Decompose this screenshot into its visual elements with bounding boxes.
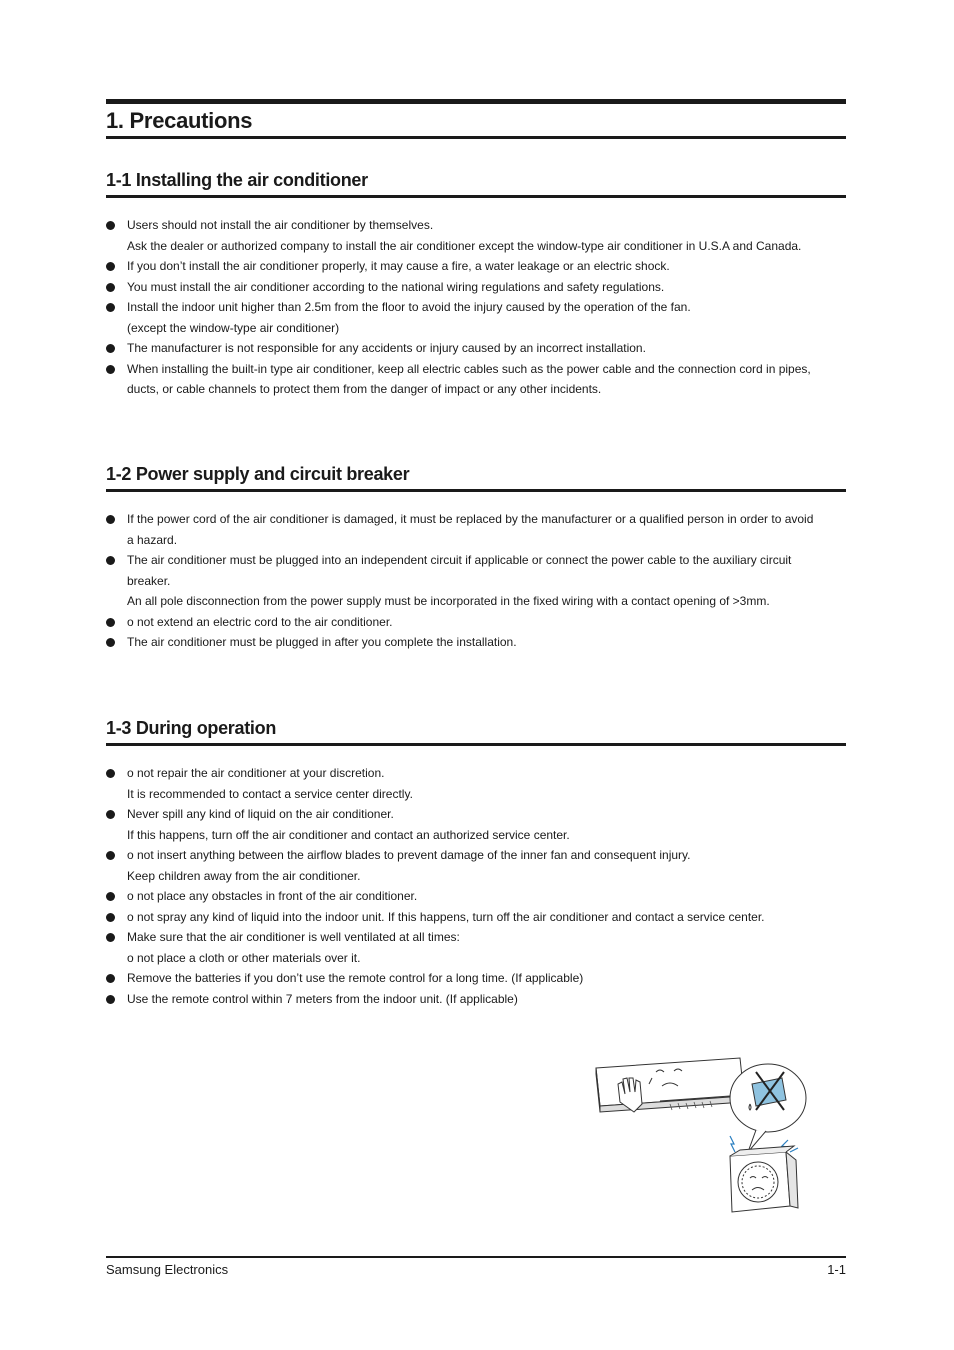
bullet-icon	[106, 303, 115, 312]
section-power-supply	[106, 461, 846, 653]
section-heading-text: 1-1 Installing the air conditioner	[106, 170, 368, 190]
bullet-icon	[106, 995, 115, 1004]
page-title: 1. Precautions	[106, 108, 253, 133]
outdoor-unit-drawing	[730, 1146, 798, 1212]
bullet-list	[106, 763, 846, 1009]
list-item-text: (except the window-type air conditioner)	[127, 320, 340, 335]
list-item	[106, 989, 846, 1010]
list-item-text: The manufacturer is not responsible for any accidents or injury caused by an incorrect installation.	[127, 341, 646, 355]
list-item-text: If you don’t install the air conditioner properly, it may cause a fire, a water leakage or an electric shock.	[127, 259, 670, 273]
bullet-icon	[106, 892, 115, 901]
section-heading	[106, 167, 846, 198]
list-item-text: If this happens, turn off the air conditioner and contact an authorized service center.	[127, 827, 570, 842]
list-item	[106, 612, 846, 633]
bullet-icon	[106, 974, 115, 983]
list-item-text: Remove the batteries if you don’t use the remote control for a long time. (If applicable)	[127, 971, 584, 985]
list-item-text: When installing the built-in type air conditioner, keep all electric cables such as the power cable and the connection cord in pipes,	[127, 361, 811, 376]
bullet-icon	[106, 283, 115, 292]
bullet-icon	[106, 810, 115, 819]
list-item	[106, 968, 846, 989]
air-conditioner-warning-illustration	[590, 1056, 812, 1216]
page-footer	[106, 1256, 846, 1277]
section-during-operation	[106, 715, 846, 1009]
section-heading-text: 1-3 During operation	[106, 718, 277, 738]
list-item	[106, 886, 846, 907]
bullet-icon	[106, 221, 115, 230]
list-item-text: ducts, or cable channels to protect them from the danger of impact or any other incidents.	[127, 382, 602, 396]
list-item	[106, 804, 846, 845]
list-item-text: o not repair the air conditioner at your discretion.	[127, 766, 385, 780]
list-item-text: Never spill any kind of liquid on the air conditioner.	[127, 807, 394, 821]
list-item-text: You must install the air conditioner according to the national wiring regulations and safety regulations.	[127, 279, 665, 294]
list-item-text: o not extend an electric cord to the air conditioner.	[127, 614, 393, 629]
list-item-text: Users should not install the air conditioner by themselves.	[127, 218, 434, 232]
bullet-icon	[106, 515, 115, 524]
bullet-icon	[106, 344, 115, 353]
bullet-list	[106, 215, 846, 400]
list-item	[106, 763, 846, 804]
list-item	[106, 359, 846, 400]
bullet-icon	[106, 769, 115, 778]
list-item	[106, 277, 846, 298]
list-item-text: It is recommended to contact a service center directly.	[127, 786, 413, 801]
title-block	[106, 99, 846, 139]
section-heading	[106, 461, 846, 492]
list-item-text: Ask the dealer or authorized company to install the air conditioner except the window-type air conditioner in U.S.A and Canada.	[127, 238, 802, 253]
list-item	[106, 297, 846, 338]
list-item	[106, 927, 846, 968]
list-item-text: o not spray any kind of liquid into the indoor unit. If this happens, turn off the air conditioner and contact a service center.	[127, 909, 765, 924]
list-item-text: If the power cord of the air conditioner is damaged, it must be replaced by the manufacturer or a qualified person in order to avoid	[127, 512, 814, 526]
list-item	[106, 509, 846, 550]
section-installing	[106, 167, 846, 400]
list-item-text: The air conditioner must be plugged in after you complete the installation.	[127, 635, 517, 649]
list-item-text: o not insert anything between the airflow blades to prevent damage of the inner fan and consequent injury.	[127, 848, 691, 862]
list-item	[106, 338, 846, 359]
section-heading	[106, 715, 846, 746]
section-heading-text: 1-2 Power supply and circuit breaker	[106, 464, 410, 484]
warning-bubble	[730, 1064, 806, 1152]
bullet-list	[106, 509, 846, 653]
list-item-text: Keep children away from the air conditioner.	[127, 868, 361, 883]
bullet-icon	[106, 262, 115, 271]
bullet-icon	[106, 913, 115, 922]
bullet-icon	[106, 556, 115, 565]
list-item-text: a hazard.	[127, 532, 178, 547]
list-item-text: Install the indoor unit higher than 2.5m from the floor to avoid the injury caused by the operation of the fan.	[127, 300, 691, 314]
bullet-icon	[106, 365, 115, 374]
bullet-icon	[106, 851, 115, 860]
footer-company: Samsung Electronics	[106, 1262, 229, 1277]
bullet-icon	[106, 638, 115, 647]
footer-page-number: 1-1	[827, 1262, 846, 1277]
list-item	[106, 550, 846, 612]
list-item	[106, 845, 846, 886]
list-item-text: Make sure that the air conditioner is well ventilated at all times:	[127, 930, 460, 944]
list-item-text: The air conditioner must be plugged into an independent circuit if applicable or connect the power cable to the auxiliary circuit	[127, 553, 792, 567]
list-item	[106, 215, 846, 256]
list-item	[106, 256, 846, 277]
list-item-text: o not place a cloth or other materials over it.	[127, 950, 361, 965]
bullet-icon	[106, 618, 115, 627]
list-item-text: An all pole disconnection from the power supply must be incorporated in the fixed wiring with a contact opening of >3mm.	[127, 594, 770, 608]
bullet-icon	[106, 933, 115, 942]
list-item-text: o not place any obstacles in front of the air conditioner.	[127, 889, 418, 903]
list-item-text: Use the remote control within 7 meters from the indoor unit. (If applicable)	[127, 991, 518, 1006]
list-item	[106, 907, 846, 928]
list-item	[106, 632, 846, 653]
list-item-text: breaker.	[127, 573, 171, 588]
